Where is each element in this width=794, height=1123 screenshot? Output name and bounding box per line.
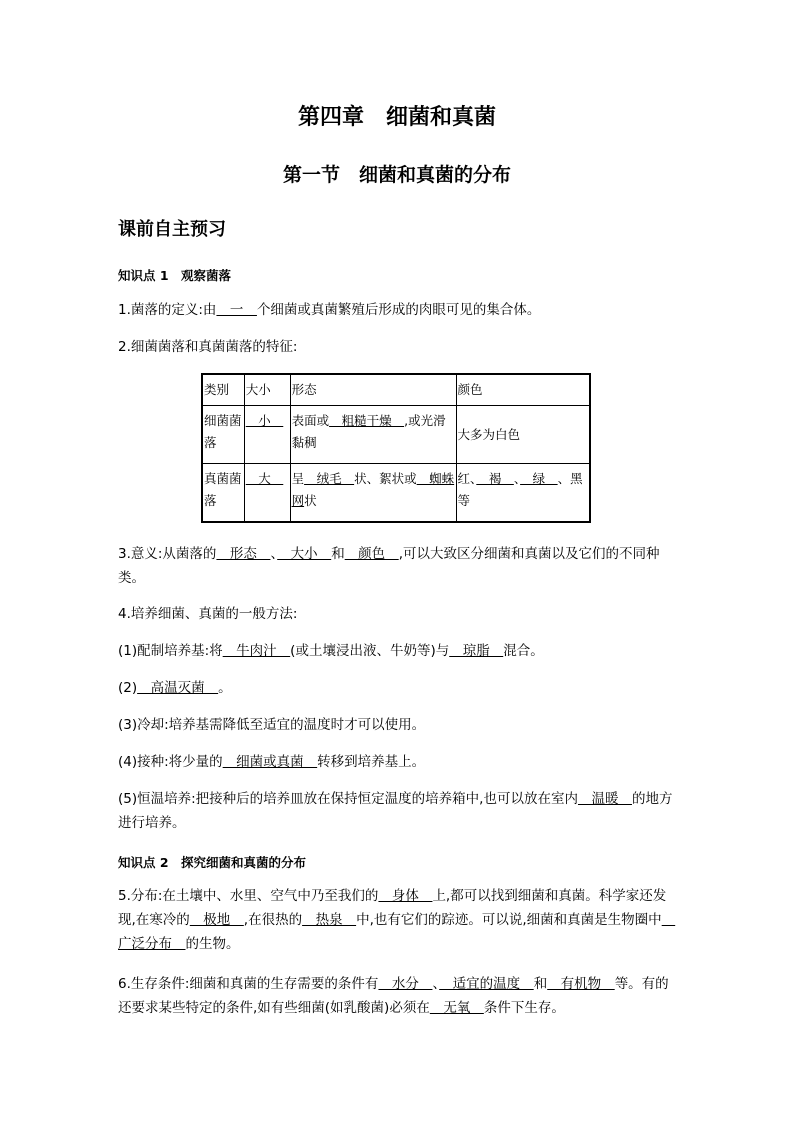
part-title: 课前自主预习 — [118, 219, 226, 240]
question-4-3: (3)冷却:培养基需降低至适宜的温度时才可以使用。 — [118, 717, 426, 733]
question-5: 5.分布:在土壤中、水里、空气中乃至我们的 身体 上,都可以找到细菌和真菌。科学家还发现,在寒冷的 极地 ,在很热的 热泉 中,也有它们的踪迹。可以说,细菌和真菌是生物圈中 广泛分布 的生物。 — [118, 888, 676, 952]
table-row: 真菌菌落 大 呈 绒毛 状、絮状或 蜘蛛网状 红、 褐 、 绿 、黑等 — [202, 464, 590, 522]
question-4-1: (1)配制培养基:将 牛肉汁 (或土壤浸出液、牛奶等)与 琼脂 混合。 — [118, 643, 544, 659]
question-6: 6.生存条件:细菌和真菌的生存需要的条件有 水分 、 适宜的温度 和 有机物 等。有的还要求某些特定的条件,如有些细菌(如乳酸菌)必须在 无氧 条件下生存。 — [118, 976, 669, 1016]
knowledge-point-1: 知识点 1 观察菌落 — [118, 268, 232, 283]
question-4-2: (2) 高温灭菌 。 — [118, 680, 232, 696]
question-3: 3.意义:从菌落的 形态 、 大小 和 颜色 ,可以大致区分细菌和真菌以及它们的不同种类。 — [118, 546, 660, 586]
table-row: 细菌菌落 小 表面或 粗糙干燥 ,或光滑黏稠 大多为白色 — [202, 406, 590, 464]
section-title: 第一节 细菌和真菌的分布 — [282, 164, 511, 186]
question-1: 1.菌落的定义:由 一 个细菌或真菌繁殖后形成的肉眼可见的集合体。 — [118, 302, 541, 318]
question-4-4: (4)接种:将少量的 细菌或真菌 转移到培养基上。 — [118, 754, 426, 770]
question-4: 4.培养细菌、真菌的一般方法: — [118, 606, 298, 622]
chapter-title: 第四章 细菌和真菌 — [297, 105, 496, 130]
question-2: 2.细菌菌落和真菌菌落的特征: — [118, 339, 298, 355]
table-header-row: 类别 大小 形态 颜色 — [202, 374, 590, 406]
question-4-5: (5)恒温培养:把接种后的培养皿放在保持恒定温度的培养箱中,也可以放在室内 温暖 的地方进行培养。 — [118, 791, 673, 831]
colony-table — [201, 373, 591, 523]
knowledge-point-2: 知识点 2 探究细菌和真菌的分布 — [118, 855, 307, 870]
